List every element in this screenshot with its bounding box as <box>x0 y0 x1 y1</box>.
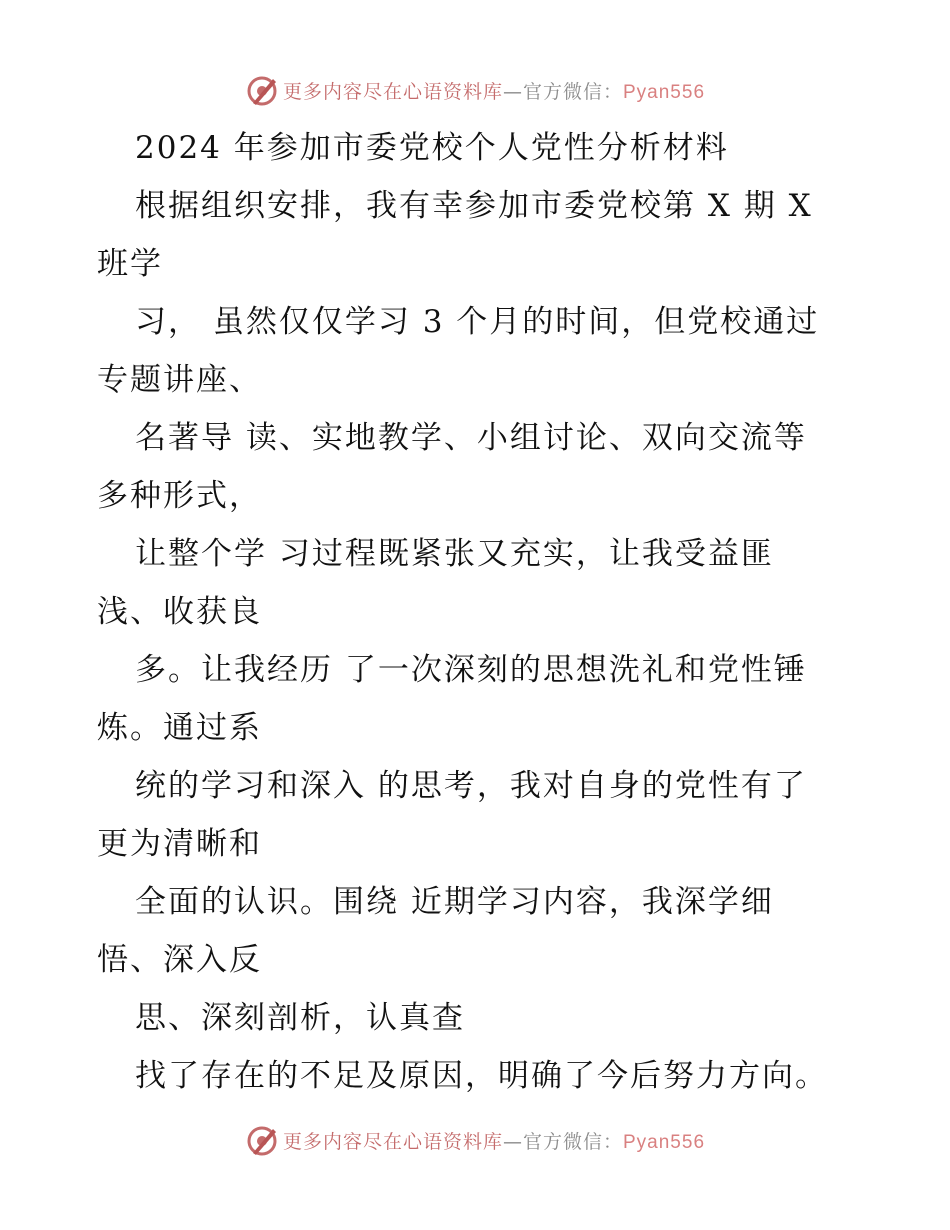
paragraph-line: 专题讲座、 <box>97 362 262 398</box>
watermark-footer <box>0 1120 950 1160</box>
watermark-text <box>283 1127 705 1154</box>
paragraph-line: 名著导 读、实地教学、小组讨论、双向交流等 <box>135 420 807 456</box>
paragraph-line: 悟、深入反 <box>97 942 262 978</box>
paragraph-line: 全面的认识。围绕 近期学习内容，我深学细 <box>135 884 774 920</box>
paragraph-line: 炼。通过系 <box>97 710 262 746</box>
watermark-site: 更多内容尽在心语资料库 <box>282 1130 503 1153</box>
document-title: 2024 年参加市委党校个人党性分析材料 <box>135 130 729 166</box>
watermark-dash: — <box>502 80 523 103</box>
watermark-wechat-label: 官方微信： <box>522 1130 623 1153</box>
paragraph-line: 更为清晰和 <box>97 826 262 862</box>
watermark-wechat-id: Pyan556 <box>623 81 706 103</box>
watermark-wechat-label: 官方微信： <box>522 80 623 103</box>
watermark-wechat-id: Pyan556 <box>623 1131 706 1153</box>
pen-logo-icon <box>245 1123 279 1157</box>
paragraph-line: 统的学习和深入 的思考，我对自身的党性有了 <box>135 768 807 804</box>
paragraph-line: 让整个学 习过程既紧张又充实，让我受益匪 <box>135 536 774 572</box>
watermark-site: 更多内容尽在心语资料库 <box>282 80 503 103</box>
paragraph-line: 浅、收获良 <box>97 594 262 630</box>
paragraph-line: 找了存在的不足及原因，明确了今后努力方向。 <box>135 1058 828 1094</box>
paragraph-line: 根据组织安排，我有幸参加市委党校第 X 期 X <box>135 188 813 224</box>
paragraph-line: 多种形式， <box>97 478 262 514</box>
paragraph-line: 班学 <box>97 246 163 282</box>
watermark-dash: — <box>502 1130 523 1153</box>
paragraph-line: 多。让我经历 了一次深刻的思想洗礼和党性锤 <box>135 652 807 688</box>
paragraph-line: 习， 虽然仅仅学习 3 个月的时间，但党校通过 <box>135 304 820 340</box>
paragraph-line: 思、深刻剖析，认真查 <box>135 1000 465 1036</box>
